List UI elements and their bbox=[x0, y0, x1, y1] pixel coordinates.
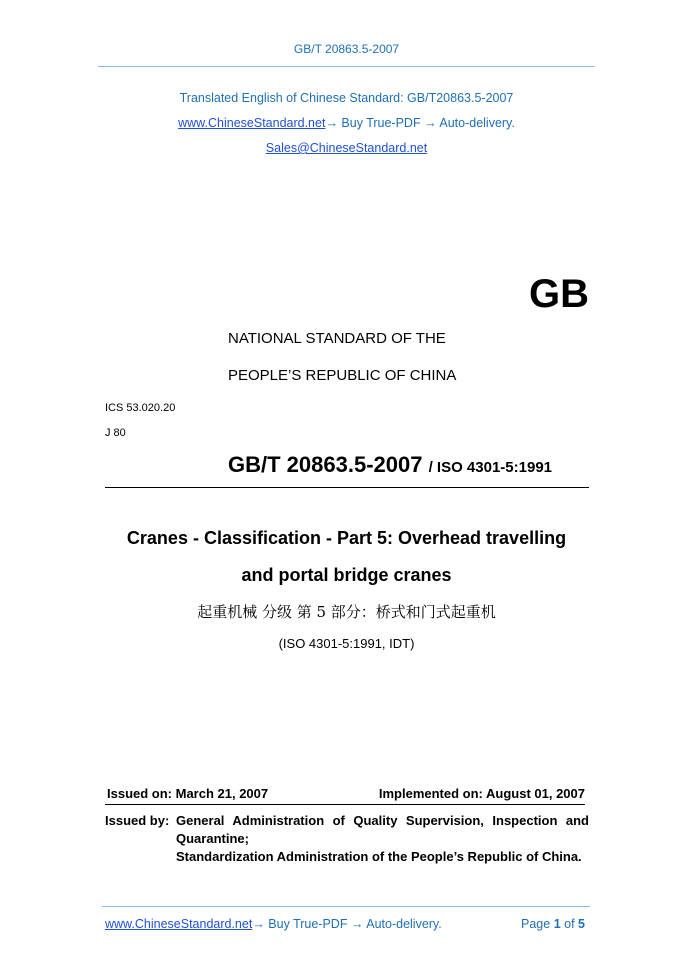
dates-divider bbox=[105, 804, 585, 805]
running-header: GB/T 20863.5-2007 bbox=[293, 42, 400, 56]
buy-true-pdf-text: Buy True-PDF bbox=[337, 116, 425, 130]
arrow-right-icon: → bbox=[325, 116, 338, 130]
sales-email-link[interactable]: Sales@ChineseStandard.net bbox=[265, 141, 428, 155]
promo-buy-line bbox=[0, 116, 693, 130]
auto-delivery-text: Auto-delivery. bbox=[436, 116, 515, 130]
title-chinese: 起重机械 分级 第 5 部分：桥式和门式起重机 bbox=[197, 603, 496, 621]
promo-line: Translated English of Chinese Standard: GB/T20863.5-2007 bbox=[179, 91, 514, 105]
footer-divider bbox=[102, 906, 590, 907]
ics-code: ICS 53.020.20 bbox=[105, 402, 176, 414]
page-current: 1 bbox=[553, 917, 561, 931]
standard-divider bbox=[105, 487, 589, 488]
iso-number: / ISO 4301-5:1991 bbox=[428, 459, 553, 476]
arrow-right-icon: → bbox=[424, 116, 437, 130]
page-label: Page bbox=[521, 917, 551, 931]
ccs-code: J 80 bbox=[105, 427, 126, 439]
issuer-1: General Administration of Quality Supervision, Inspection and Quarantine; bbox=[176, 813, 589, 846]
page-indicator bbox=[521, 917, 585, 931]
issuer-2: Standardization Administration of the People’s Republic of China. bbox=[176, 849, 582, 864]
footer-auto-text: Auto-delivery. bbox=[363, 917, 442, 931]
iso-equivalence: (ISO 4301-5:1991, IDT) bbox=[278, 636, 415, 651]
standard-number bbox=[228, 452, 552, 478]
national-standard-line-2: PEOPLE’S REPUBLIC OF CHINA bbox=[228, 367, 457, 384]
issued-date: Issued on: March 21, 2007 bbox=[107, 786, 269, 801]
national-standard-line-1: NATIONAL STANDARD OF THE bbox=[228, 330, 446, 347]
issued-by-text bbox=[176, 812, 589, 866]
arrow-right-icon: → bbox=[252, 917, 265, 931]
page-total: 5 bbox=[578, 917, 585, 931]
title-line-2: and portal bridge cranes bbox=[241, 565, 452, 585]
issued-by-label: Issued by: bbox=[105, 813, 170, 828]
gb-number: GB/T 20863.5-2007 bbox=[228, 452, 423, 477]
footer-site-link[interactable]: www.ChineseStandard.net bbox=[105, 917, 253, 931]
footer-links bbox=[105, 917, 442, 931]
promo-email-line bbox=[0, 141, 693, 155]
arrow-right-icon: → bbox=[350, 917, 364, 931]
footer-buy-text: Buy True-PDF bbox=[264, 917, 351, 931]
header-divider bbox=[98, 66, 595, 67]
site-link[interactable]: www.ChineseStandard.net bbox=[178, 116, 326, 130]
gb-logo: GB bbox=[529, 272, 589, 316]
title-line-1: Cranes - Classification - Part 5: Overhead travelling bbox=[126, 528, 567, 548]
page-of: of bbox=[564, 917, 575, 931]
implemented-date: Implemented on: August 01, 2007 bbox=[378, 786, 585, 801]
